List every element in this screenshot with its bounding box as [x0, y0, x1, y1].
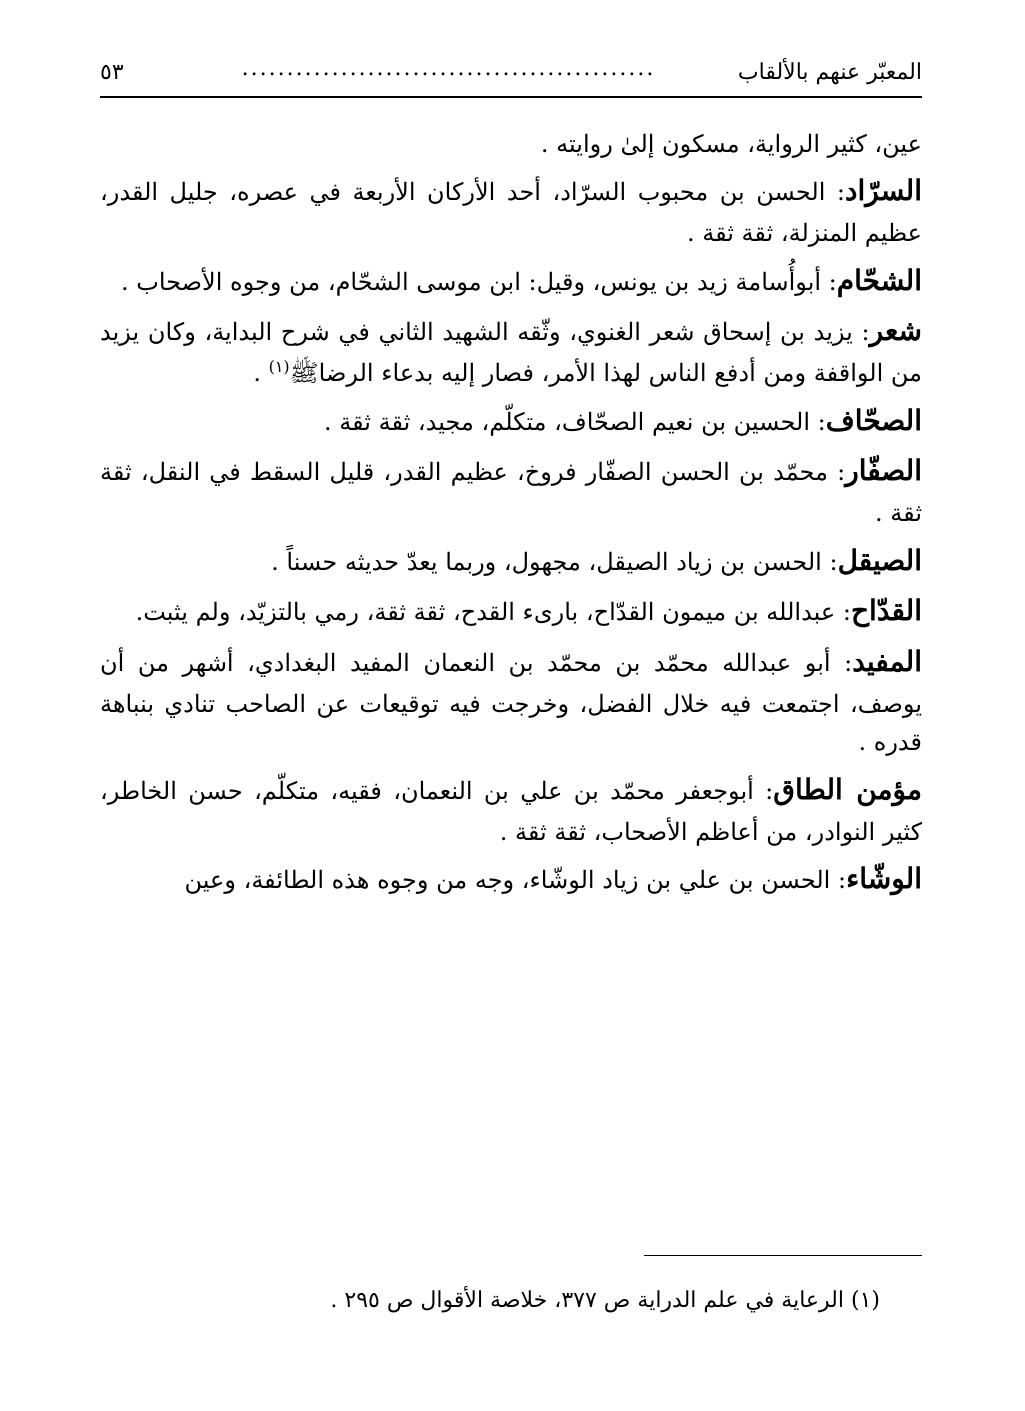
entry-qaddah: [100, 589, 922, 634]
footnote-divider: [644, 1255, 922, 1256]
entry-term: الوشّاء: [846, 861, 922, 895]
footnote: (١) الرعاية في علم الدراية ص ٣٧٧، خلاصة الأقوال ص ٢٩٥ .: [330, 1288, 880, 1313]
entry-separator: :: [825, 178, 845, 207]
entry-term: مؤمن الطاق: [773, 772, 923, 806]
entry-shahham: [100, 259, 922, 304]
entry-separator: :: [827, 458, 846, 487]
entry-text: أبوجعفر محمّد بن علي بن النعمان، فقيه، متكلّم، حسن الخاطر، كثير النوادر، من أعاظم الأصحاب، ثقة ثقة .: [100, 776, 922, 846]
running-header: [100, 52, 922, 98]
entry-separator: :: [835, 598, 851, 627]
page-number: ٥٣: [100, 60, 124, 85]
entry-separator: :: [821, 267, 837, 296]
main-text: [100, 125, 922, 908]
entry-text: الحسين بن نعيم الصحّاف، متكلّم، مجيد، ثقة ثقة .: [324, 407, 811, 436]
entry-text: أبوأُسامة زيد بن يونس، وقيل: ابن موسى الشحّام، من وجوه الأصحاب .: [121, 267, 822, 296]
entry-term: الصحّاف: [825, 403, 922, 437]
entry-text: عبدالله بن ميمون القدّاح، بارىء القدح، ثقة ثقة، رمي بالتزيّد، ولم يثبت.: [135, 598, 836, 627]
entry-term: الصفّار: [845, 454, 922, 488]
honorific-symbol: ﷺ: [289, 359, 319, 388]
entry-separator: :: [753, 776, 774, 805]
entry-text: أبو عبدالله محمّد بن محمّد بن النعمان المفيد البغدادي، أشهر من أن يوصف، اجتمعت فيه خلال الفضل، وخرجت فيه توقيعات عن الصاحب تنادي بنباهة قدره .: [100, 649, 922, 757]
entry-sayqal: [100, 539, 922, 584]
footnote-reference[interactable]: (١): [268, 357, 290, 377]
entry-separator: :: [852, 318, 870, 347]
entry-continuation: [100, 125, 922, 163]
entry-separator: :: [810, 407, 826, 436]
entry-sahhaf: [100, 399, 922, 444]
entry-text: يزيد بن إسحاق شعر الغنوي، وثّقه الشهيد الثاني في شرح البداية، وكان يزيد من الواقفة ومن أدفع الناس لهذا الأمر، فصار إليه بدعاء الرضا: [100, 318, 922, 388]
entry-sarrad: [100, 169, 922, 252]
entry-term: شعر: [869, 314, 922, 348]
entry-mumin-al-taq: [100, 768, 922, 851]
entry-text: الحسن بن علي بن زياد الوشّاء، وجه من وجوه هذه الطائفة، وعين: [184, 865, 831, 894]
entry-saffar: [100, 449, 922, 532]
entry-separator: :: [821, 547, 838, 576]
entry-text: الحسن بن محبوب السرّاد، أحد الأركان الأربعة في عصره، جليل القدر، عظيم المنزلة، ثقة ثقة .: [100, 178, 922, 248]
entry-mufid: [100, 640, 922, 762]
entry-term: السرّاد: [845, 174, 922, 208]
entry-end: .: [253, 359, 269, 388]
header-leader-dots: ..............................................: [241, 56, 656, 81]
entry-term: المفيد: [852, 645, 922, 679]
entry-term: الشحّام: [836, 263, 922, 297]
entry-separator: :: [830, 649, 853, 678]
entry-term: الصيقل: [837, 543, 922, 577]
entry-washsha: [100, 857, 922, 902]
entry-term: القدّاح: [850, 594, 922, 628]
entry-shaar: [100, 309, 922, 392]
entry-text: عين، كثير الرواية، مسكون إلىٰ روايته .: [540, 130, 922, 158]
entry-text: محمّد بن الحسن الصفّار فروخ، عظيم القدر، قليل السقط في النقل، ثقة ثقة .: [100, 458, 922, 528]
entry-text: الحسن بن زياد الصيقل، مجهول، وربما يعدّ حديثه حسناً .: [271, 547, 822, 576]
header-title: المعبّر عنهم بالألقاب: [737, 60, 922, 85]
entry-separator: :: [830, 865, 847, 894]
